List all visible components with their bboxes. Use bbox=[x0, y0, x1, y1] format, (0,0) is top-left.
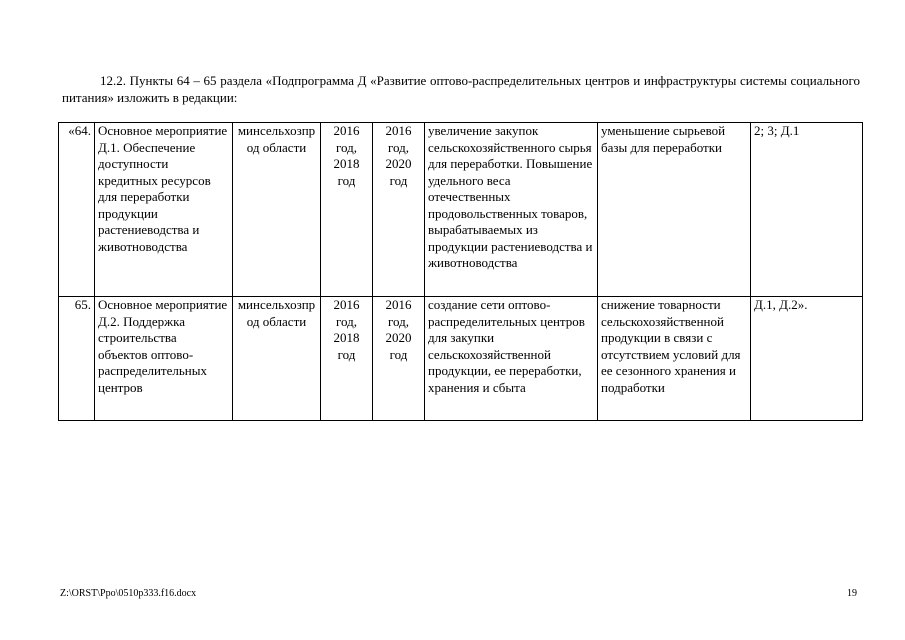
intro-paragraph: 12.2. Пункты 64 – 65 раздела «Подпрограмма Д «Развитие оптово-распределительных центров и инфраструктуры системы социального питания» изложить в редакции: bbox=[62, 73, 860, 105]
footer-file-path: Z:\ORST\Ppo\0510p333.f16.docx bbox=[60, 588, 197, 599]
consequence-cell: уменьшение сырьевой базы для переработки bbox=[598, 123, 751, 297]
end-period-cell: 2016 год, 2020 год bbox=[373, 297, 425, 421]
measure-cell: Основное мероприятие Д.1. Обеспечение доступности кредитных ресурсов для переработки продукции растениеводства и животноводства bbox=[95, 123, 233, 297]
start-period-cell: 2016 год, 2018 год bbox=[321, 123, 373, 297]
executor-cell: минсельхозпрод области bbox=[233, 297, 321, 421]
expected-result-cell: создание сети оптово-распределительных центров для закупки сельскохозяйственной продукции, ее переработки, хранения и сбыта bbox=[425, 297, 598, 421]
executor-cell: минсельхозпрод области bbox=[233, 123, 321, 297]
indicators-cell: Д.1, Д.2». bbox=[751, 297, 863, 421]
table-row bbox=[59, 123, 863, 297]
row-number-cell: «64. bbox=[59, 123, 95, 297]
measures-table bbox=[58, 122, 863, 421]
end-period-cell: 2016 год, 2020 год bbox=[373, 123, 425, 297]
expected-result-cell: увеличение закупок сельскохозяйственного сырья для переработки. Повышение удельного веса отечественных продовольственных товаров, вырабатываемых из продукции растениеводства и животноводства bbox=[425, 123, 598, 297]
row-number-cell: 65. bbox=[59, 297, 95, 421]
table-row bbox=[59, 297, 863, 421]
consequence-cell: снижение товарности сельскохозяйственной продукции в связи с отсутствием условий для ее сезонного хранения и подработки bbox=[598, 297, 751, 421]
page-number: 19 bbox=[847, 588, 857, 599]
indicators-cell: 2; 3; Д.1 bbox=[751, 123, 863, 297]
start-period-cell: 2016 год, 2018 год bbox=[321, 297, 373, 421]
measure-cell: Основное мероприятие Д.2. Поддержка строительства объектов оптово-распределительных центров bbox=[95, 297, 233, 421]
